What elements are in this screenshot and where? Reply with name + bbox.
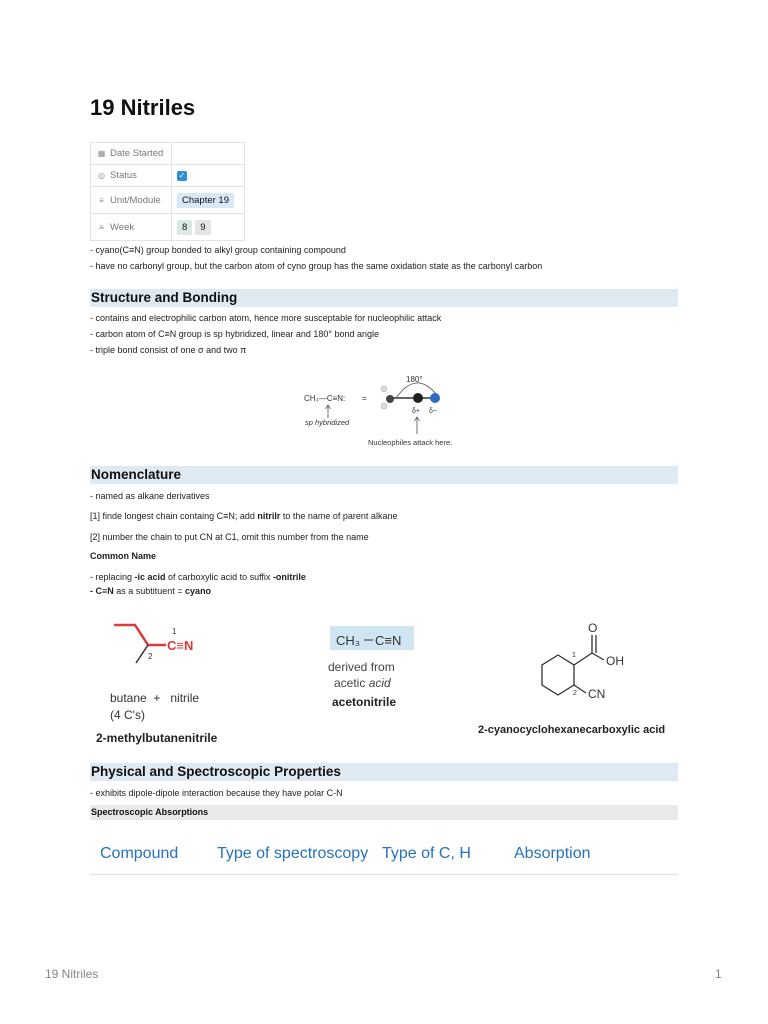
equals-sign: =	[362, 394, 367, 403]
property-key: Date Started	[110, 148, 164, 159]
section-heading: Physical and Spectroscopic Properties	[90, 763, 678, 781]
red-chain	[114, 625, 148, 645]
property-key: Status	[110, 170, 137, 181]
acetonitrile-structure-figure	[288, 368, 488, 452]
unit-tag[interactable]: Chapter 19	[177, 193, 234, 208]
compound-name: 2-cyanocyclohexanecarboxylic acid	[478, 724, 666, 736]
status-checkbox[interactable]: ✓	[178, 171, 186, 180]
sp-label: sp hybridized	[305, 418, 350, 427]
svg-text:1: 1	[572, 652, 576, 659]
svg-text:(4 C's): (4 C's)	[110, 708, 145, 722]
delta-minus-label: δ−	[429, 408, 437, 415]
example-2-methylbutanenitrile	[90, 615, 250, 750]
structure-line: - carbon atom of C≡N group is sp hybridized, linear and 180° bond angle	[90, 329, 380, 339]
page-title: 19 Nitriles	[90, 95, 196, 120]
angle-label: 180°	[406, 375, 423, 384]
status-icon: ◎	[98, 171, 105, 180]
page-number: 1	[715, 967, 722, 981]
svg-text:O: O	[588, 621, 598, 635]
list-icon: ≡	[99, 222, 104, 232]
delta-plus-label: δ+	[412, 408, 420, 415]
section-heading: Nomenclature	[90, 466, 678, 484]
list-icon: ≡	[99, 195, 104, 205]
section-heading: Structure and Bonding	[90, 289, 678, 307]
footer-title: 19 Nitriles	[45, 967, 99, 981]
formula-label: CH₃—C≡N:	[304, 394, 346, 403]
hydrogen-atom	[381, 386, 387, 392]
carbon-atom	[413, 393, 423, 403]
spectroscopy-table-header	[90, 835, 678, 875]
property-row	[91, 214, 245, 241]
property-row	[91, 187, 245, 214]
nomenclature-line: - C≡N as a subtituent = cyano	[90, 586, 212, 596]
nitrogen-atom	[430, 393, 440, 403]
svg-text:acetic acid: acetic acid	[334, 676, 391, 690]
calendar-icon: ▦	[97, 149, 106, 158]
property-key: Week	[110, 221, 135, 233]
example-cyanocyclohexanecarboxylic-acid	[470, 615, 680, 740]
date-started-value[interactable]	[172, 143, 245, 165]
intro-line: - have no carbonyl group, but the carbon atom of cyno group has the same oxidation state as the carbonyl carbon	[90, 261, 543, 271]
svg-text:2: 2	[148, 652, 153, 661]
compound-name: acetonitrile	[332, 695, 397, 709]
physical-line: - exhibits dipole-dipole interaction because they have polar C-N	[90, 788, 343, 798]
structure-line: - contains and electrophilic carbon atom, hence more susceptable for nucleophilic attack	[90, 313, 442, 323]
compound-name: 2-methylbutanenitrile	[96, 731, 218, 745]
svg-text:butane + nitrile: butane + nitrile	[110, 691, 200, 705]
cyclohexane-ring	[542, 655, 574, 695]
properties-table	[90, 142, 245, 241]
svg-text:CN: CN	[588, 687, 606, 701]
hydrogen-atom	[381, 403, 387, 409]
common-name-heading: Common Name	[90, 551, 157, 561]
property-key: Unit/Module	[110, 194, 161, 206]
subsection-heading: Spectroscopic Absorptions	[90, 805, 678, 820]
svg-text:OH: OH	[606, 654, 624, 668]
column-header: Type of spectroscopy	[217, 845, 369, 862]
cn-label: C≡N	[167, 638, 194, 653]
property-row	[91, 165, 245, 187]
svg-text:CH₃: CH₃	[336, 633, 361, 648]
carbon-atom	[386, 395, 394, 403]
nomenclature-rule: [2] number the chain to put CN at C1, omit this number from the name	[90, 532, 369, 542]
svg-text:C≡N: C≡N	[375, 633, 402, 648]
nomenclature-line: - replacing -ic acid of carboxylic acid to suffix -onitrile	[90, 572, 306, 582]
column-header: Absorption	[514, 845, 591, 862]
property-row	[91, 143, 245, 165]
svg-text:derived from: derived from	[328, 660, 395, 674]
week-tag[interactable]: 8	[177, 220, 192, 235]
nomenclature-line: - named as alkane derivatives	[90, 491, 210, 501]
column-header: Compound	[100, 845, 179, 862]
nomenclature-rule: [1] finde longest chain containg C≡N; add nitrilr to the name of parent alkane	[90, 511, 398, 521]
svg-text:2: 2	[573, 690, 577, 697]
example-acetonitrile	[320, 620, 430, 715]
methyl-bond	[136, 645, 148, 663]
svg-text:1: 1	[172, 627, 177, 636]
attack-label: Nucleophiles attack here.	[368, 438, 453, 447]
structure-line: - triple bond consist of one σ and two π	[90, 345, 247, 355]
week-tag[interactable]: 9	[195, 220, 210, 235]
intro-line: - cyano(C≡N) group bonded to alkyl group containing compound	[90, 245, 346, 255]
column-header: Type of C, H	[382, 845, 471, 862]
